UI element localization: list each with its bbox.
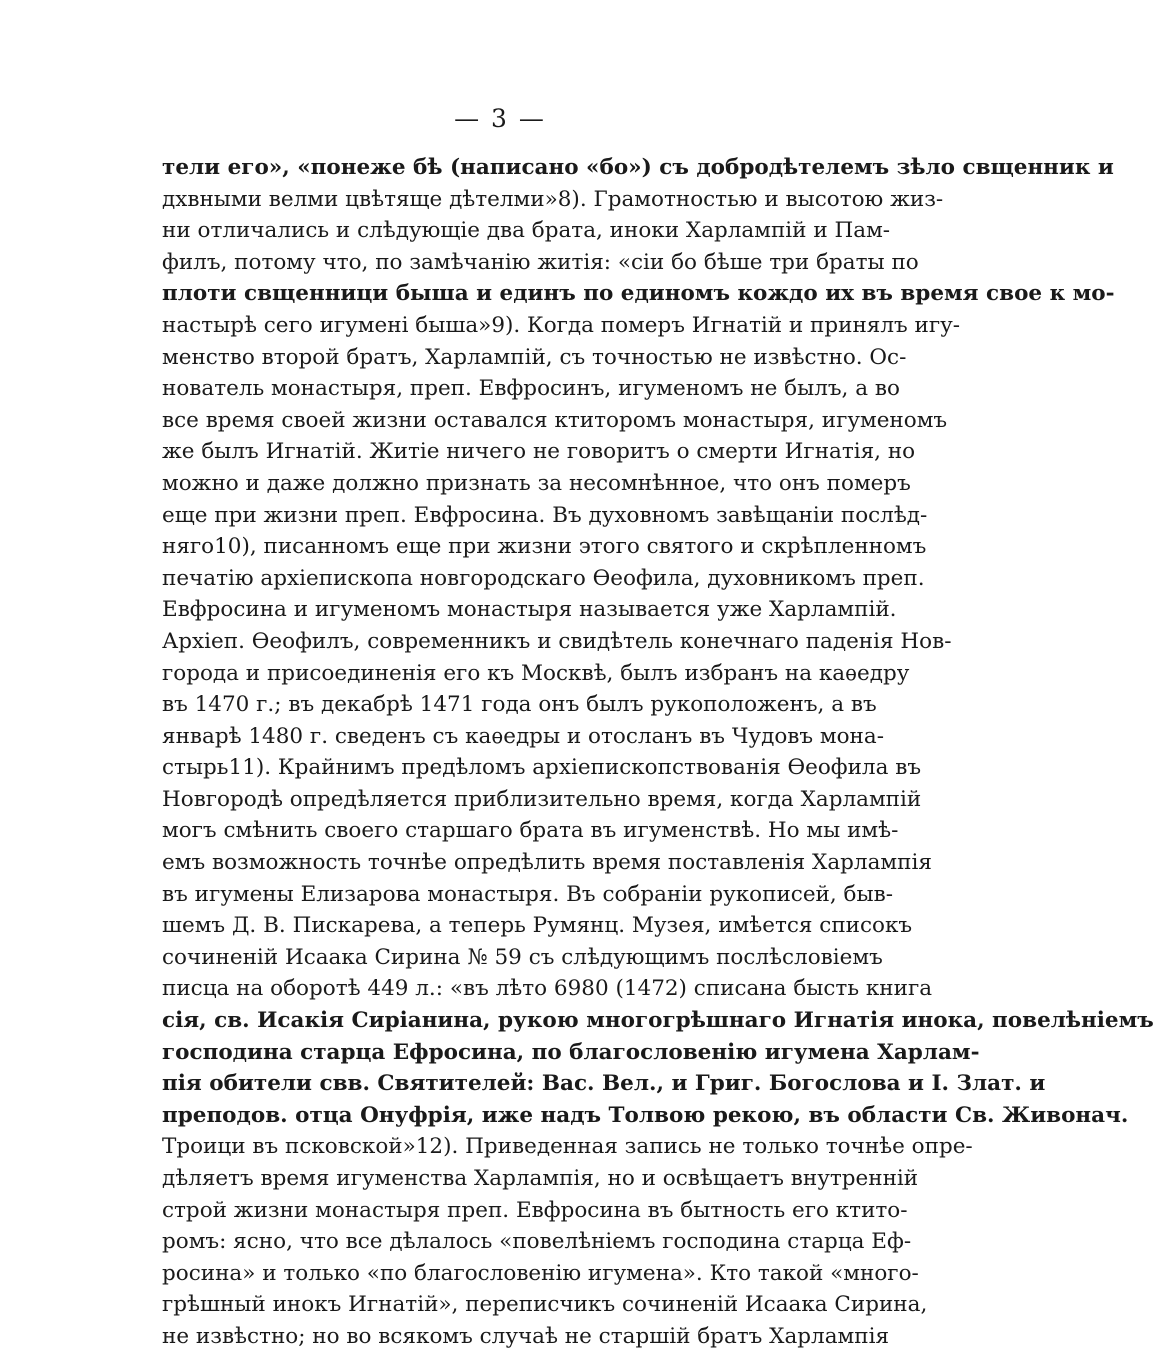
text-line: все время своей жизни оставался ктиторомъ монастыря, игуменомъ: [162, 407, 948, 433]
text-line: шемъ Д. В. Пискарева, а теперь Румянц. Музея, имѣется списокъ: [162, 913, 913, 939]
text-line: писца на оборотѣ 449 л.: «въ лѣто 6980 (1472) списана бысть книга: [162, 976, 933, 1002]
text-line: Евфросина и игуменомъ монастыря называется уже Харлампій.: [162, 597, 897, 623]
text-line: плоти свщенници быша и единъ по единомъ кождо их въ время свое к мо-: [162, 281, 1115, 307]
text-line: ни отличались и слѣдующіе два брата, иноки Харлампій и Пам-: [162, 218, 891, 244]
page-number: — 3 —: [454, 104, 546, 133]
text-line: въ игумены Елизарова монастыря. Въ собраніи рукописей, быв-: [162, 881, 893, 907]
text-line: преподов. отца Онуфрія, иже надъ Толвою рекою, въ области Св. Живонач.: [162, 1102, 1129, 1128]
text-line: Новгородѣ опредѣляется приблизительно время, когда Харлампій: [162, 786, 922, 812]
text-line: печатію архіепископа новгородскаго Ѳеофила, духовникомъ преп.: [162, 565, 925, 591]
text-line: сія, св. Исакія Сиріанина, рукою многогрѣшнаго Игнатія инока, повелѣніемъ: [162, 1008, 1154, 1034]
text-line: Архіеп. Ѳеофилъ, современникъ и свидѣтель конечнаго паденія Нов-: [162, 628, 952, 654]
text-line: можно и даже должно признать за несомнѣнное, что онъ померъ: [162, 470, 911, 496]
text-line: настырѣ сего игумені быша»9). Когда померъ Игнатій и принялъ игу-: [162, 312, 961, 338]
text-line: няго10), писанномъ еще при жизни этого святого и скрѣпленномъ: [162, 534, 927, 560]
text-line: могъ смѣнить своего старшаго брата въ игуменствѣ. Но мы имѣ-: [162, 818, 899, 844]
text-line: грѣшный инокъ Игнатій», переписчикъ сочиненій Исаака Сирина,: [162, 1292, 928, 1318]
text-line: города и присоединенія его къ Москвѣ, былъ избранъ на каѳедру: [162, 660, 910, 686]
text-line: строй жизни монастыря преп. Евфросина въ бытность его ктито-: [162, 1197, 908, 1223]
text-line: нователь монастыря, преп. Евфросинъ, игуменомъ не былъ, а во: [162, 376, 900, 402]
text-line: Троици въ псковской»12). Приведенная запись не только точнѣе опре-: [162, 1134, 973, 1160]
text-line: дѣляетъ время игуменства Харлампія, но и освѣщаетъ внутренній: [162, 1166, 919, 1191]
text-line: въ 1470 г.; въ декабрѣ 1471 года онъ былъ рукоположенъ, а въ: [162, 692, 877, 718]
text-line: же былъ Игнатій. Житіе ничего не говоритъ о смерти Игнатія, но: [162, 439, 916, 465]
text-line: господина старца Ефросина, по благословенію игумена Харлам-: [162, 1039, 980, 1065]
text-line: пія обители свв. Святителей: Вас. Вел., и Григ. Богослова и І. Злат. и: [162, 1071, 1046, 1097]
text-line: дхвными велми цвѣтяще дѣтелми»8). Грамотностью и высотою жиз-: [162, 186, 944, 212]
text-line: сочиненій Исаака Сирина № 59 съ слѣдующимъ послѣсловіемъ: [162, 944, 883, 970]
body-text: [162, 152, 1154, 1353]
text-line: январѣ 1480 г. сведенъ съ каѳедры и отосланъ въ Чудовъ мона-: [162, 723, 884, 749]
text-line: емъ возможность точнѣе опредѣлить время поставленія Харлампія: [162, 850, 932, 876]
text-line: филъ, потому что, по замѣчанію житія: «сіи бо бѣше три браты по: [162, 249, 919, 275]
text-line: росина» и только «по благословенію игумена». Кто такой «много-: [162, 1260, 919, 1286]
text-line: тели его», «понеже бѣ (написано «бо») съ добродѣтелемъ зѣло свщенник и: [162, 155, 1114, 180]
text-line: стырь11). Крайнимъ предѣломъ архіепископствованія Ѳеофила въ: [162, 755, 922, 781]
text-line: менство второй братъ, Харлампій, съ точностью не извѣстно. Ос-: [162, 344, 907, 370]
text-line: еще при жизни преп. Евфросина. Въ духовномъ завѣщаніи послѣд-: [162, 502, 928, 528]
text-line: не извѣстно; но во всякомъ случаѣ не старшій братъ Харлампія: [162, 1323, 890, 1349]
text-line: ромъ: ясно, что все дѣлалось «повелѣніемъ господина старца Еф-: [162, 1229, 912, 1255]
